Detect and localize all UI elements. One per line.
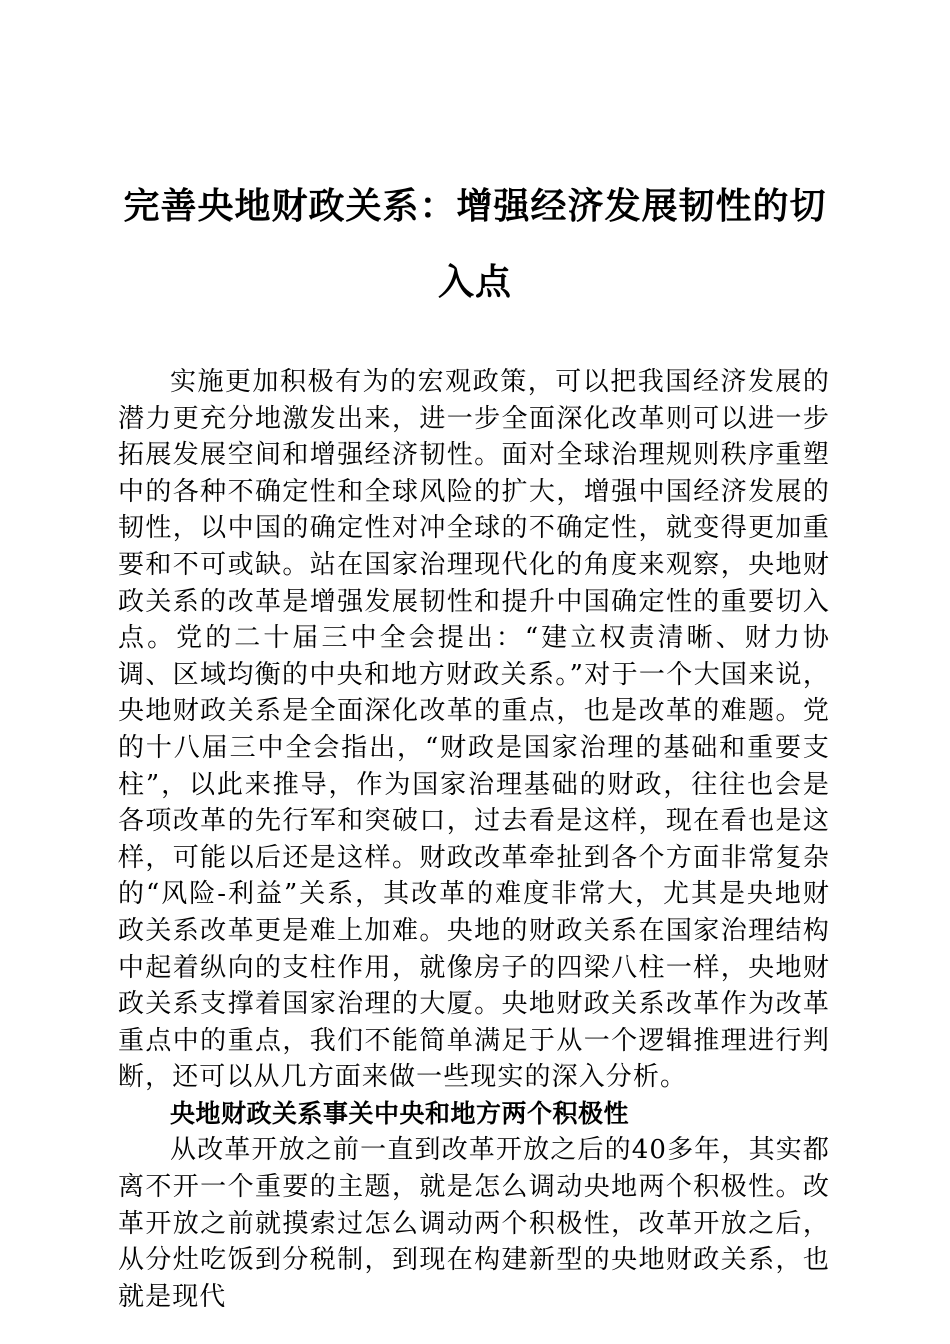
- body-paragraph-2: 从改革开放之前一直到改革开放之后的40多年，其实都离不开一个重要的主题，就是怎么调动央地两个积极性。改革开放之前就摸索过怎么调动两个积极性，改革开放之后，从分灶吃饭到分税制，到现在构建新型的央地财政关系，也就是现代: [118, 1135, 830, 1312]
- body-paragraph-1: 实施更加积极有为的宏观政策，可以把我国经济发展的潜力更充分地激发出来，进一步全面深化改革则可以进一步拓展发展空间和增强经济韧性。面对全球治理规则秩序重塑中的各种不确定性和全球风险的扩大，增强中国经济发展的韧性，以中国的确定性对冲全球的不确定性，就变得更加重要和不可或缺。站在国家治理现代化的角度来观察，央地财政关系的改革是增强发展韧性和提升中国确定性的重要切入点。党的二十届三中全会提出：“建立权责清晰、财力协调、区域均衡的中央和地方财政关系。”对于一个大国来说，央地财政关系是全面深化改革的重点，也是改革的难题。党的十八届三中全会指出，“财政是国家治理的基础和重要支柱”，以此来推导，作为国家治理基础的财政，往往也会是各项改革的先行军和突破口，过去看是这样，现在看也是这样，可能以后还是这样。财政改革牵扯到各个方面非常复杂的“风险-利益”关系，其改革的难度非常大，尤其是央地财政关系改革更是难上加难。央地的财政关系在国家治理结构中起着纵向的支柱作用，就像房子的四梁八柱一样，央地财政关系支撑着国家治理的大厦。央地财政关系改革作为改革重点中的重点，我们不能简单满足于从一个逻辑推理进行判断，还可以从几方面来做一些现实的深入分析。: [118, 367, 830, 1093]
- document-body: [118, 364, 830, 1315]
- section-subheading: 央地财政关系事关中央和地方两个积极性: [170, 1098, 630, 1128]
- document-title: 完善央地财政关系：增强经济发展韧性的切入点: [123, 185, 827, 303]
